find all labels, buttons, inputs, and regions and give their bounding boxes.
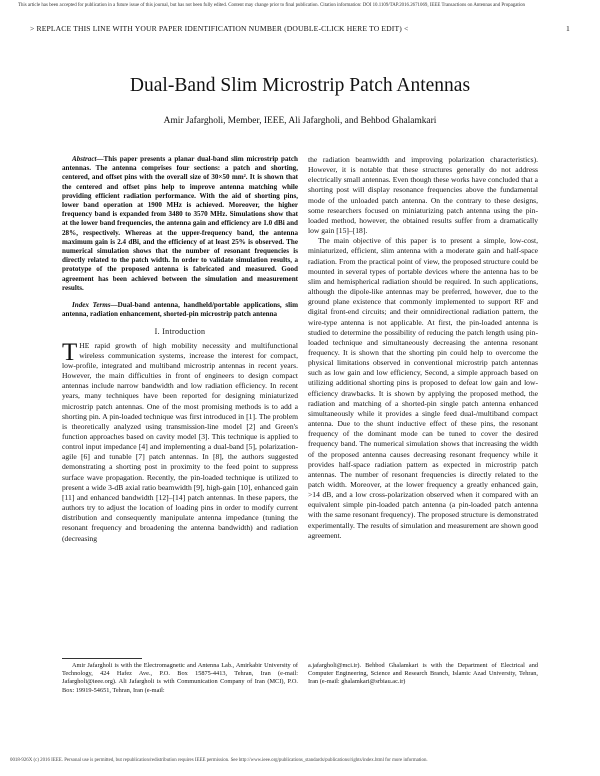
intro-paragraph-1 — [62, 338, 298, 544]
index-terms-text: —Dual-band antenna, handheld/portable applications, slim antenna, radiation enhancement, shorted-pin microstrip patch antenna — [62, 301, 298, 319]
copyright-notice: 0018-926X (c) 2016 IEEE. Personal use is permitted, but republication/redistribution requires IEEE permission. See http://www.ieee.org/publications_standards/publications/rights/index.html for more information. — [10, 758, 428, 763]
running-header — [30, 24, 570, 33]
abstract-text: —This paper presents a planar dual-band slim microstrip patch antennas. The antenna comprises four sections: a patch and shorting, centered, and offset pins with the overall size of 30×50 mm². It is shown that the centered and offset pins help to improve antenna matching while providing efficient radiation performance. With the aid of shorting pins, lower band operation at 1900 MHz is achieved. Moreover, the higher frequency band is expanded from 3480 to 3570 MHz. Simulations show that at the lower band frequencies, the antenna gain and efficiency are 1.0 dBi and 28%, respectively. Whereas at the upper-frequency band, the antenna maximum gain is 2.4 dBi, and the efficiency of at least 25% is observed. The numerical simulation shows that the number of resonant frequencies is directly related to the patch width. In order to validate simulation results, a prototype of the proposed antenna is fabricated and measured. Good agreement has been achieved between the simulation and measurement results. — [62, 155, 298, 292]
index-terms-label: Index Terms — [72, 301, 111, 310]
footnote-rule — [62, 658, 142, 659]
paper-id-placeholder: > REPLACE THIS LINE WITH YOUR PAPER IDENTIFICATION NUMBER (DOUBLE-CLICK HERE TO EDIT) < — [30, 24, 409, 33]
abstract — [62, 155, 298, 293]
author-affiliations-right: a.jafargholi@mci.ir). Behbod Ghalamkari is with the Department of Electrical and Computer Engineering, Science and Research Branch, Islamic Azad University, Tehran, Iran (e-mail: ghalamkari@srbiau.ac.ir) — [308, 662, 538, 686]
left-column — [62, 155, 298, 544]
page-number: 1 — [566, 24, 570, 33]
intro-paragraph-1-text: HE rapid growth of high mobility necessity and multifunctional wireless communication systems, increase the interest for compact, low-profile, integrated and multiband microstrip antennas in recent years. However, the main difficulties in front of engineers to design compact antennas include narrow bandwidth and low radiation efficiency. In recent years, many techniques have been reported for designing miniaturized microstrip patch antennas. One of the most promising methods is to add a shorting pin. A pin-loaded technique was first introduced in [1]. The problem is theoretically analyzed using transmission-line model [2] and Green's function approaches based on cavity model [3]. This technique is applied to control input impedance [4] and implementing a dual-band [5], polarization-agile [6] and tunable [7] patch antennas. In [8], the authors suggested demonstrating a shorting post in proximity to the feed point to suppress surface wave propagation. Recently, the pin-loaded technique is utilized to present a wide 3-dB axial ratio beamwidth [9], high-gain [10], enhanced gain [11] and enhanced bandwidth [12]–[14] patch antennas. In these papers, the authors try to adjust the location of loading pins in order to modify current distribution and consequently manipulate antenna impedance (tuning the resonant frequency and broadening the antenna bandwidth) and radiation (decreasing — [62, 340, 298, 543]
index-terms — [62, 301, 298, 319]
intro-paragraph-1-continued: the radiation beamwidth and improving polarization characteristics). However, it is notable that these structures generally do not address electrically small antennas. Even though these works have concluded that a shorting post will display resonance frequencies above the fundamental mode of the unloaded patch antenna. On the contrary to these designs, some researchers focused on miniaturizing patch antenna using the pin-loaded method, however, the obtained results suffer from a dramatically low gain [15]–[18]. — [308, 155, 538, 236]
drop-cap: T — [62, 338, 78, 366]
publication-notice: This article has been accepted for publication in a future issue of this journal, but has not been fully edited. Content may change prior to final publication. Citation information: DOI 10.1109/TAP.2016.2671069, IEEE Transactions on Antennas and Propagation — [18, 3, 525, 8]
abstract-label: Abstract — [72, 155, 97, 163]
section-heading-introduction: I. Introduction — [154, 327, 206, 337]
paper-title: Dual-Band Slim Microstrip Patch Antennas — [129, 75, 471, 96]
right-column — [308, 155, 538, 541]
author-affiliations-left: Amir Jafargholi is with the Electromagnetic and Antenna Lab., Amirkabir University of Technology, 424 Hafez Ave., P.O. Box 15875-4413, Tehran, Iran (e-mail: Jafargholi@ieee.org). Ali Jafargholi is with Communication Company of Iran (MCI), P.O. Box: 19919-54651, Tehran, Iran (e-mail: — [62, 662, 298, 694]
intro-paragraph-2: The main objective of this paper is to present a simple, low-cost, miniaturized, efficient, slim antenna with a moderate gain and half-space radiation. From the practical point of view, the proposed structure could be mounted in several types of portable devices where the antenna has to be slim and hemispherical radiation should be required. In such applications, although the dipole-like antennas may be preferred, however, due to the ground plane existence that commonly implemented to support RF and digital front-end circuits; and their omnidirectional radiation pattern, the wire-type antenna is not applicable. At first, the pin-loaded antenna is studied to determine the possibility of reducing the patch length using pin-loaded technique and simultaneously decreasing the antenna resonant frequency. It is shown that the shorting pin could help to overcome the physical limitations observed in conventional microstrip patch antennas such as low gain and low efficiency, Second, a simple approach based on utilizing additional shorting pins is proposed to defeat low gain and low-efficiency drawbacks. It is shown by applying the proposed method, the radiation and matching of a shorted-pin single patch antenna enhanced simultaneously while it provides a single feed dual-/multiband compact antenna. Due to the shunt inductive effect of these pins, the resonant frequency of the dominant mode can be tuned to cover the desired frequency band. The numerical simulation shows that increasing the width of the proposed antenna causes decreasing resonant frequency while it provides half-space radiation pattern as expected in microstrip patch antennas. The number of resonant frequencies is directly related to the patch width. Moreover, at the lower frequency a greatly enhanced gain, >14 dB, and a low cross-polarization observed when it compared with an equivalent simple pin-loaded patch antenna (a pin-loaded patch antenna with the same resonant frequency). The proposed structure is demonstrated experimentally. The results of simulation and measurement are shown good agreement. — [308, 236, 538, 540]
author-line: Amir Jafargholi, Member, IEEE, Ali Jafargholi, and Behbod Ghalamkari — [163, 116, 437, 126]
